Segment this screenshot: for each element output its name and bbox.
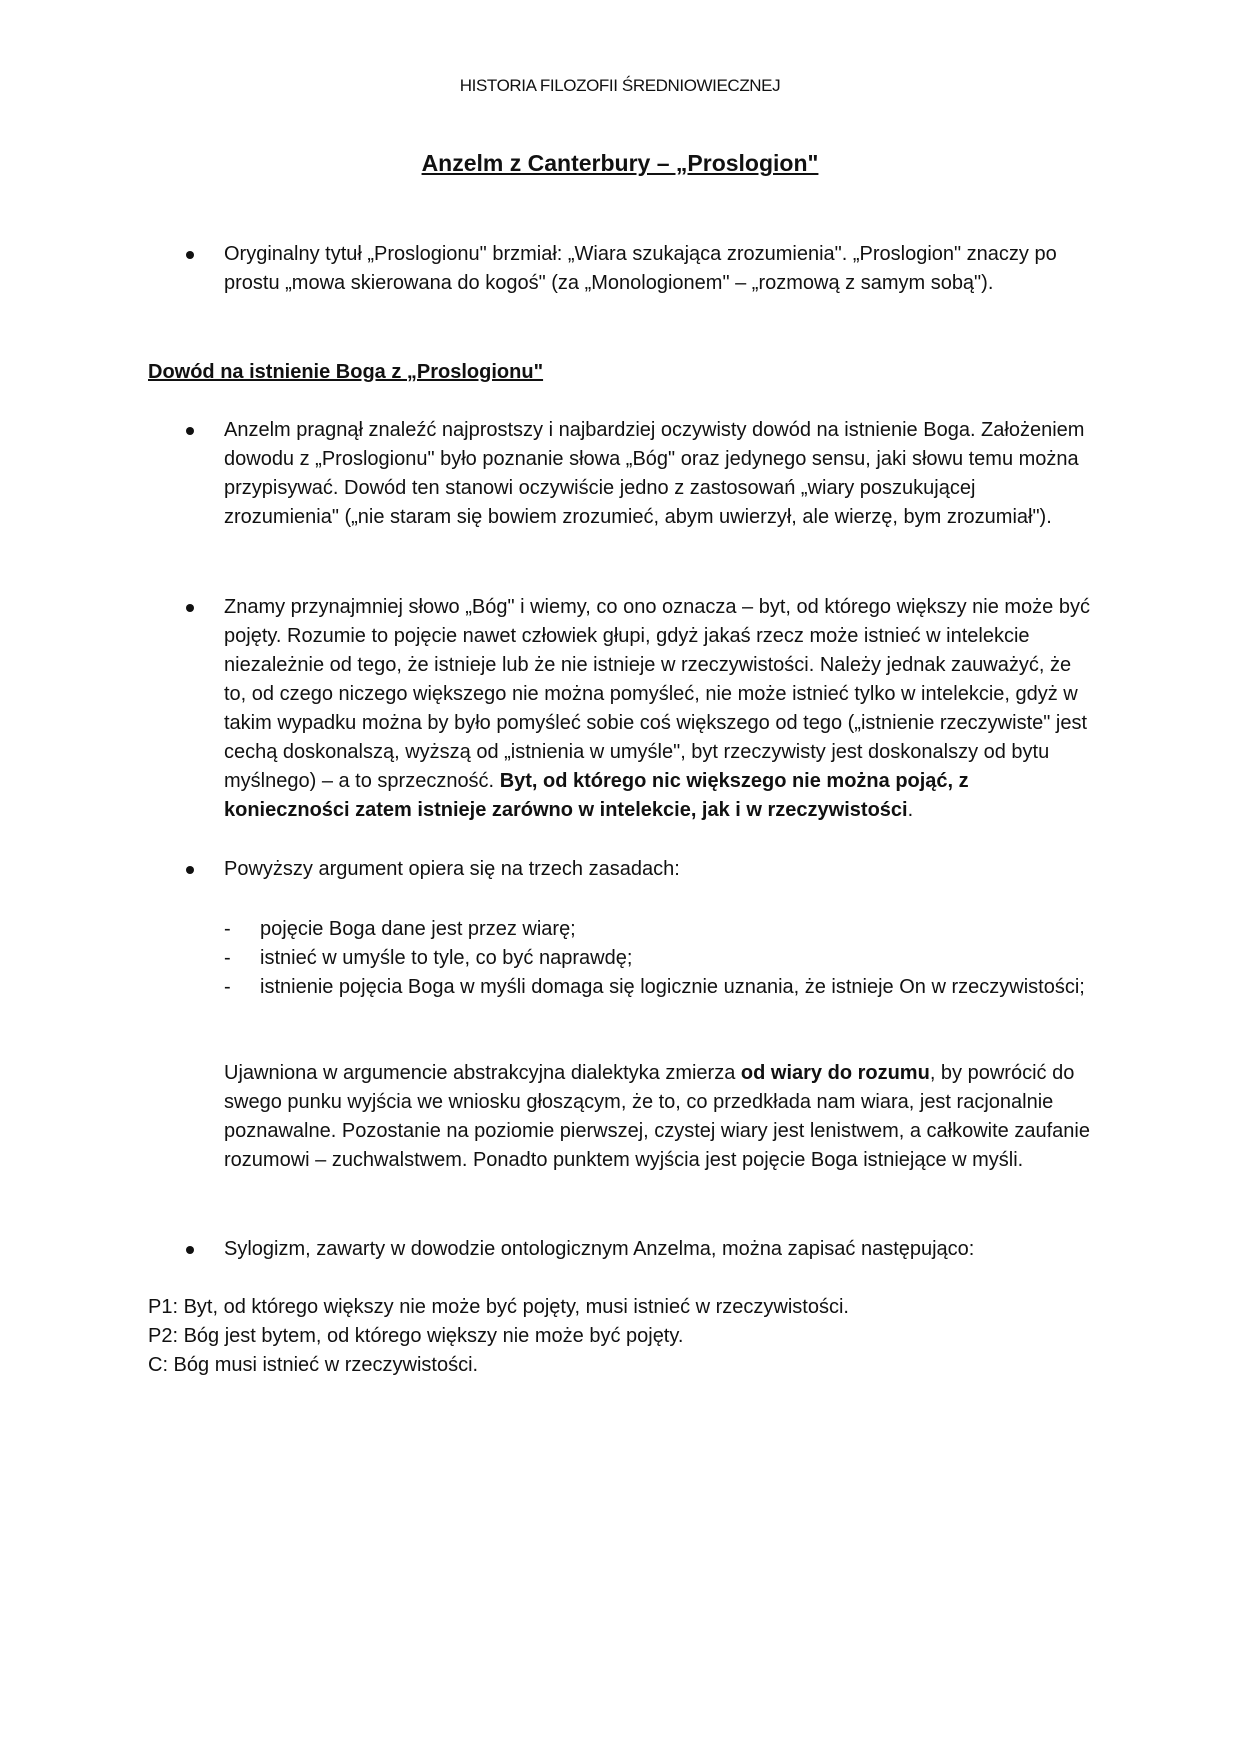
premise-2: P2: Bóg jest bytem, od którego większy nie może być pojęty. [148, 1325, 684, 1347]
bullet-icon [186, 251, 194, 259]
bullet-text-4: Sylogizm, zawarty w dowodzie ontologicznym Anzelma, można zapisać następująco: [224, 1238, 975, 1260]
conclusion: C: Bóg musi istnieć w rzeczywistości. [148, 1354, 479, 1376]
dash-marker: - [224, 918, 231, 940]
bullet-item-1 [224, 416, 1094, 532]
premise-1: P1: Byt, od którego większy nie może być pojęty, musi istnieć w rzeczywistości. [148, 1296, 849, 1318]
syllogism-block [148, 1293, 1098, 1380]
followup-before: Ujawniona w argumencie abstrakcyjna dialektyka zmierza [224, 1062, 741, 1084]
principle-text: pojęcie Boga dane jest przez wiarę; [260, 918, 576, 940]
followup-paragraph [224, 1059, 1094, 1175]
bullet-icon [186, 427, 194, 435]
intro-bullet [224, 240, 1094, 298]
bullet-item-4 [224, 1235, 1094, 1264]
bullet-icon [186, 604, 194, 612]
bullet-text-2 [224, 593, 1094, 825]
dash-marker: - [224, 947, 231, 969]
list-item [224, 973, 1094, 1002]
list-item [224, 944, 1094, 973]
bullet-text-2-plain: Znamy przynajmniej słowo „Bóg" i wiemy, co ono oznacza – byt, od którego większy nie może być pojęty. Rozumie to pojęcie nawet człowiek głupi, gdyż jakaś rzecz może istnieć w intelekcie niezależnie od tego, że istnieje lub że nie istnieje w rzeczywistości. Należy jednak zauważyć, że to, od czego niczego większego nie można pomyśleć, nie może istnieć tylko w intelekcie, gdyż w takim wypadku można by było pomyśleć sobie coś większego od tego („istnienie rzeczywiste" jest cechą doskonalszą, wyższą od „istnienia w umyśle", byt rzeczywisty jest doskonalszy od bytu myślnego) – a to sprzeczność. [224, 596, 1090, 792]
principle-text: istnieć w umyśle to tyle, co być naprawdę; [260, 947, 633, 969]
followup-bold: od wiary do rozumu [740, 1062, 930, 1084]
course-header: HISTORIA FILOZOFII ŚREDNIOWIECZNEJ [459, 76, 781, 95]
bullet-text-3: Powyższy argument opiera się na trzech zasadach: [224, 858, 680, 880]
bullet-icon [186, 866, 194, 874]
dash-marker: - [224, 976, 231, 998]
list-item [224, 915, 1094, 944]
section-heading: Dowód na istnienie Boga z „Proslogionu" [148, 361, 544, 383]
bullet-text-2-bold: Byt, od którego nic większego nie można pojąć, z konieczności zatem istnieje zarówno w intelekcie, jak i w rzeczywistości [224, 770, 969, 821]
intro-text: Oryginalny tytuł „Proslogionu" brzmiał: „Wiara szukająca zrozumienia". „Proslogion" znaczy po prostu „mowa skierowana do kogoś" (za „Monologionem" – „rozmową z samym sobą"). [224, 243, 1057, 294]
bullet-text-2-end: . [907, 799, 914, 821]
bullet-item-2 [224, 593, 1094, 825]
principle-text: istnienie pojęcia Boga w myśli domaga się logicznie uznania, że istnieje On w rzeczywistości; [260, 976, 1085, 998]
followup-after: , by powrócić do swego punku wyjścia we wniosku głoszącym, że to, co przedkłada nam wiara, jest racjonalnie poznawalne. Pozostanie na poziomie pierwszej, czystej wiary jest lenistwem, a całkowite zaufanie rozumowi – zuchwalstwem. Ponadto punktem wyjścia jest pojęcie Boga istniejące w myśli. [224, 1062, 1090, 1171]
bullet-text-1: Anzelm pragnął znaleźć najprostszy i najbardziej oczywisty dowód na istnienie Boga. Założeniem dowodu z „Proslogionu" było poznanie słowa „Bóg" oraz jedynego sensu, jaki słowu temu można przypisywać. Dowód ten stanowi oczywiście jedno z zastosowań „wiary poszukującej zrozumienia" („nie staram się bowiem zrozumieć, abym uwierzył, ale wierzę, bym zrozumiał"). [224, 419, 1085, 528]
principles-list [224, 915, 1094, 1002]
bullet-icon [186, 1246, 194, 1254]
document-title: Anzelm z Canterbury – „Proslogion" [421, 150, 819, 176]
bullet-item-3 [224, 855, 1094, 884]
